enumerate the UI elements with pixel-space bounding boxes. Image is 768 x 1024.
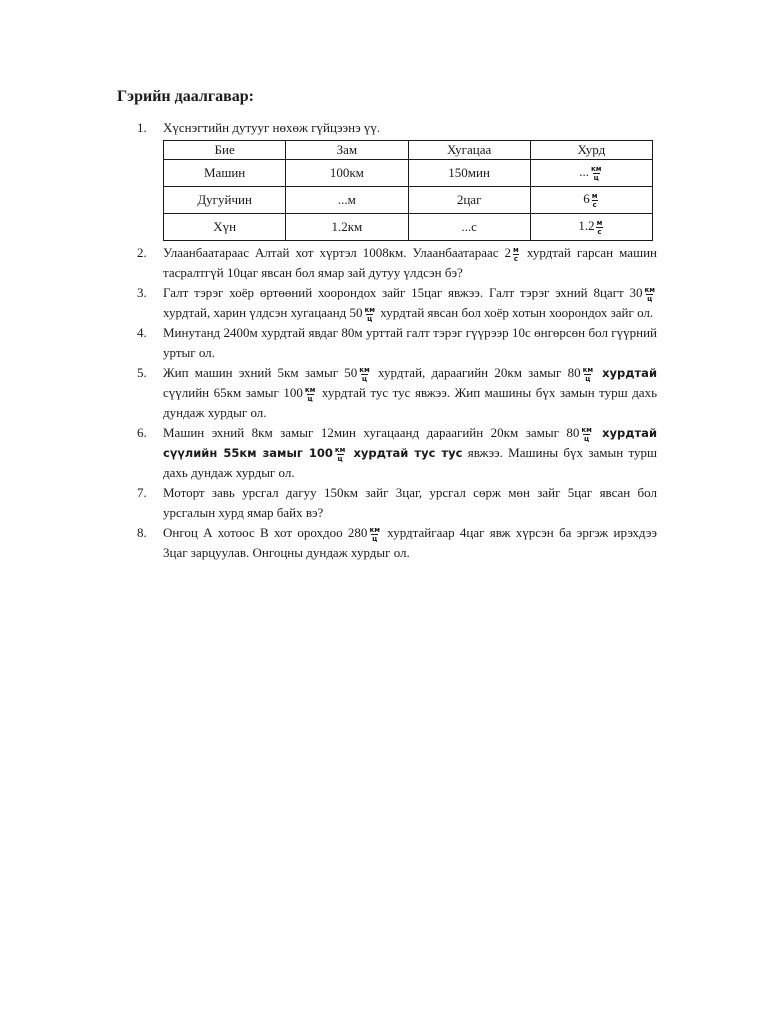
- fraction-denominator: ц: [585, 374, 591, 383]
- fraction-denominator: ц: [647, 294, 653, 303]
- problem-number: 2.: [137, 245, 147, 260]
- fraction-numerator: км: [359, 365, 370, 374]
- fraction-numerator: м: [596, 218, 603, 227]
- problem-number: 5.: [137, 365, 147, 380]
- speed-table: [163, 140, 653, 241]
- table-header-cell: Хурд: [530, 141, 652, 160]
- table-row: [164, 160, 653, 187]
- table-cell-speed: [530, 160, 652, 187]
- table-cell: Дугуйчин: [164, 187, 286, 214]
- unit-fraction: [596, 219, 604, 236]
- fraction-denominator: ц: [372, 534, 378, 543]
- table-cell: 100км: [286, 160, 408, 187]
- fraction-numerator: км: [582, 365, 594, 374]
- problem-text-bold: хурдтай тус тус: [347, 446, 463, 460]
- problem-text: явжээ. Машины бүх замын турш дахь дундаж хурдыг ол.: [163, 445, 657, 480]
- problem-text: Жип машин эхний 5км замыг 50: [163, 365, 358, 380]
- problem-text: Галт тэрэг хоёр өртөөний хоорондох зайг 15цаг явжээ. Галт тэрэг эхний 8цагт 30: [163, 285, 643, 300]
- fraction-denominator: с: [513, 254, 518, 263]
- unit-fraction: [334, 446, 346, 463]
- problem-text-bold: хурдтай: [595, 366, 658, 380]
- problem-text: сүүлийн 65км замыг 100: [163, 385, 303, 400]
- problem-text: хурдтайгаар 4цаг явж хүрсэн ба эргэж ирэхдээ 3цаг зарцуулав. Онгоцны дундаж хурдыг ол.: [163, 525, 657, 560]
- problem-text: хурдтай тус тус явжээ. Жип машины бүх замын турш дахь дундаж хурдыг ол.: [163, 385, 658, 420]
- problem-number: 4.: [137, 325, 147, 340]
- fraction-numerator: км: [591, 164, 602, 173]
- problem-3: [117, 283, 657, 323]
- problem-4: [117, 323, 657, 363]
- unit-fraction: [364, 306, 376, 323]
- table-cell-speed: [530, 187, 652, 214]
- fraction-denominator: ц: [361, 374, 368, 383]
- fraction-numerator: км: [581, 425, 592, 434]
- table-header-cell: Зам: [286, 141, 408, 160]
- table-header-cell: Хугацаа: [408, 141, 530, 160]
- problem-text: Машин эхний 8км замыг 12мин хугацаанд дараагийн 20км замыг 80: [163, 425, 580, 440]
- unit-fraction: [368, 526, 380, 543]
- problem-6: [117, 423, 657, 483]
- fraction-denominator: с: [597, 227, 602, 236]
- page-title: Гэрийн даалгавар:: [117, 88, 254, 105]
- problem-number: 6.: [137, 425, 147, 440]
- table-row: [164, 187, 653, 214]
- table-cell: 2цаг: [408, 187, 530, 214]
- unit-fraction: [582, 366, 594, 383]
- table-cell-speed: [530, 214, 652, 241]
- table-header-row: [164, 141, 653, 160]
- table-cell: 1.2км: [286, 214, 408, 241]
- problem-text: хурдтай, харин үлдсэн хугацаанд 50: [163, 305, 363, 320]
- problem-7: [117, 483, 657, 523]
- table-cell: ...м: [286, 187, 408, 214]
- unit-fraction: [304, 386, 316, 403]
- problem-number: 8.: [137, 525, 147, 540]
- table-cell: ...с: [408, 214, 530, 241]
- problem-text: Улаанбаатараас Алтай хот хүртэл 1008км. Улаанбаатараас 2: [163, 245, 512, 260]
- problem-text: Онгоц А хотоос В хот орохдоо 280: [163, 525, 368, 540]
- fraction-numerator: км: [364, 305, 376, 314]
- fraction-denominator: ц: [337, 454, 343, 463]
- fraction-denominator: ц: [307, 394, 313, 403]
- problem-text: хурдтай гарсан машин тасралтгүй 10цаг явсан бол ямар зай дутуу үлдсэн бэ?: [163, 245, 657, 280]
- unit-fraction: [358, 366, 370, 383]
- speed-value: ...: [579, 164, 589, 180]
- problem-text: хурдтай, дараагийн 20км замыг 80: [371, 365, 581, 380]
- problem-list: [117, 118, 657, 563]
- problem-text-bold: хурдтай сүүлийн 55км замыг 100: [163, 426, 658, 460]
- problem-text: Моторт завь урсгал дагуу 150км зайг 3цаг, урсгал сөрж мөн зайг 5цаг явсан бол урсгалын хурд ямар байх вэ?: [163, 485, 657, 520]
- unit-fraction: [644, 286, 656, 303]
- fraction-numerator: м: [513, 245, 519, 254]
- fraction-denominator: с: [592, 200, 597, 209]
- unit-fraction: [512, 246, 520, 263]
- problem-1: [117, 118, 657, 241]
- fraction-denominator: ц: [584, 434, 590, 443]
- fraction-numerator: км: [644, 285, 655, 294]
- fraction-numerator: км: [369, 525, 380, 534]
- unit-fraction: [590, 165, 602, 182]
- problem-number: 1.: [137, 120, 147, 135]
- table-cell: Хүн: [164, 214, 286, 241]
- fraction-numerator: м: [591, 191, 598, 200]
- problem-text: хурдтай явсан бол хоёр хотын хоорондох зайг ол.: [377, 305, 654, 320]
- problem-5: [117, 363, 657, 423]
- table-cell: Машин: [164, 160, 286, 187]
- problem-number: 3.: [137, 285, 147, 300]
- unit-fraction: [591, 192, 599, 209]
- problem-2: [117, 243, 657, 283]
- problem-text: Хүснэгтийн дутууг нөхөж гүйцээнэ үү.: [163, 120, 381, 135]
- table-header-cell: Бие: [164, 141, 286, 160]
- table-cell: 150мин: [408, 160, 530, 187]
- table-row: [164, 214, 653, 241]
- problem-8: [117, 523, 657, 563]
- fraction-numerator: км: [304, 385, 316, 394]
- problem-number: 7.: [137, 485, 147, 500]
- problem-text: Минутанд 2400м хурдтай явдаг 80м урттай галт тэрэг гүүрээр 10с өнгөрсөн бол гүүрний уртыг ол.: [163, 325, 657, 360]
- fraction-numerator: км: [334, 445, 346, 454]
- fraction-denominator: ц: [593, 173, 599, 182]
- unit-fraction: [580, 426, 592, 443]
- fraction-denominator: ц: [367, 314, 373, 323]
- speed-value: 6: [583, 191, 590, 207]
- speed-value: 1.2: [578, 218, 595, 234]
